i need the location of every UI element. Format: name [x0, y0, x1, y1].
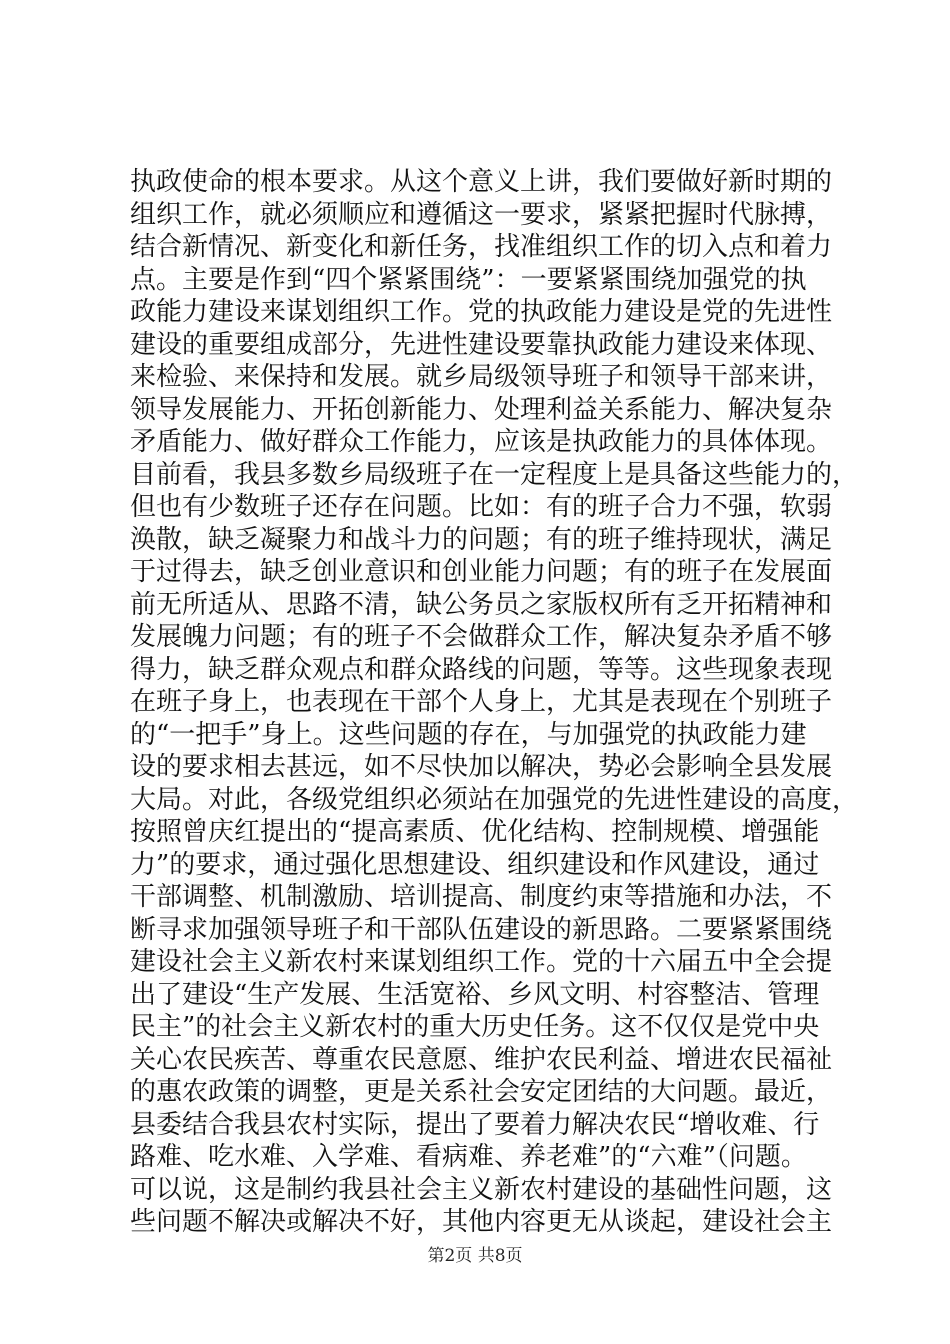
text-line: 可以说，这是制约我县社会主义新农村建设的基础性问题，这: [130, 1174, 833, 1205]
text-line: 干部调整、机制激励、培训提高、制度约束等措施和办法，不: [130, 882, 833, 912]
text-line: 于过得去，缺乏创业意识和创业能力问题；有的班子在发展面: [130, 557, 833, 587]
text-line: 目前看，我县多数乡局级班子在一定程度上是具备这些能力的，: [130, 459, 859, 490]
text-line: 的惠农政策的调整，更是关系社会安定团结的大问题。最近，: [130, 1077, 833, 1107]
text-line: 按照曾庆红提出的“提高素质、优化结构、控制规模、增强能: [130, 817, 820, 847]
text-line: 关心农民疾苦、尊重农民意愿、维护农民利益、增进农民福祉: [130, 1044, 833, 1075]
text-line: 建设社会主义新农村来谋划组织工作。党的十六届五中全会提: [130, 947, 833, 977]
text-line: 建设的重要组成部分，先进性建设要靠执政能力建设来体现、: [130, 329, 833, 360]
text-line: 些问题不解决或解决不好，其他内容更无从谈起，建设社会主: [130, 1207, 833, 1237]
text-line: 得力，缺乏群众观点和群众路线的问题，等等。这些现象表现: [130, 654, 833, 685]
text-line: 前无所适从、思路不清，缺公务员之家版权所有乏开拓精神和: [130, 589, 833, 620]
text-line: 但也有少数班子还存在问题。比如：有的班子合力不强，软弱: [130, 492, 833, 522]
text-line: 大局。对此，各级党组织必须站在加强党的先进性建设的高度，: [130, 784, 859, 815]
text-line: 路难、吃水难、入学难、看病难、养老难”的“六难”（问题。: [130, 1142, 807, 1172]
text-line: 出了建设“生产发展、生活宽裕、乡风文明、村容整洁、管理: [130, 979, 820, 1010]
text-line: 的“一把手”身上。这些问题的存在，与加强党的执政能力建: [130, 719, 807, 750]
text-line: 县委结合我县农村实际，提出了要着力解决农民“增收难、行: [130, 1109, 820, 1140]
text-line: 领导发展能力、开拓创新能力、处理利益关系能力、解决复杂: [130, 394, 833, 425]
text-line: 设的要求相去甚远，如不尽快加以解决，势必会影响全县发展: [130, 752, 833, 782]
text-line: 民主”的社会主义新农村的重大历史任务。这不仅仅是党中央: [130, 1012, 820, 1042]
body-text: [130, 166, 860, 1239]
page-number: 第2页 共8页: [427, 1246, 523, 1266]
text-line: 点。主要是作到“四个紧紧围绕”：一要紧紧围绕加强党的执: [130, 264, 807, 295]
text-line: 力”的要求，通过强化思想建设、组织建设和作风建设，通过: [130, 849, 820, 880]
text-line: 结合新情况、新变化和新任务，找准组织工作的切入点和着力: [130, 232, 833, 262]
text-line: 断寻求加强领导班子和干部队伍建设的新思路。二要紧紧围绕: [130, 914, 833, 945]
text-line: 来检验、来保持和发展。就乡局级领导班子和领导干部来讲，: [130, 362, 833, 392]
text-line: 执政使命的根本要求。从这个意义上讲，我们要做好新时期的: [130, 167, 833, 197]
text-line: 政能力建设来谋划组织工作。党的执政能力建设是党的先进性: [130, 297, 833, 327]
text-line: 组织工作，就必须顺应和遵循这一要求，紧紧把握时代脉搏，: [130, 199, 833, 230]
text-line: 矛盾能力、做好群众工作能力，应该是执政能力的具体体现。: [130, 427, 833, 457]
text-line: 在班子身上，也表现在干部个人身上，尤其是表现在个别班子: [130, 687, 833, 717]
text-line: 涣散，缺乏凝聚力和战斗力的问题；有的班子维持现状，满足: [130, 524, 833, 555]
text-line: 发展魄力问题；有的班子不会做群众工作，解决复杂矛盾不够: [130, 622, 833, 652]
page-footer: [0, 1241, 950, 1266]
